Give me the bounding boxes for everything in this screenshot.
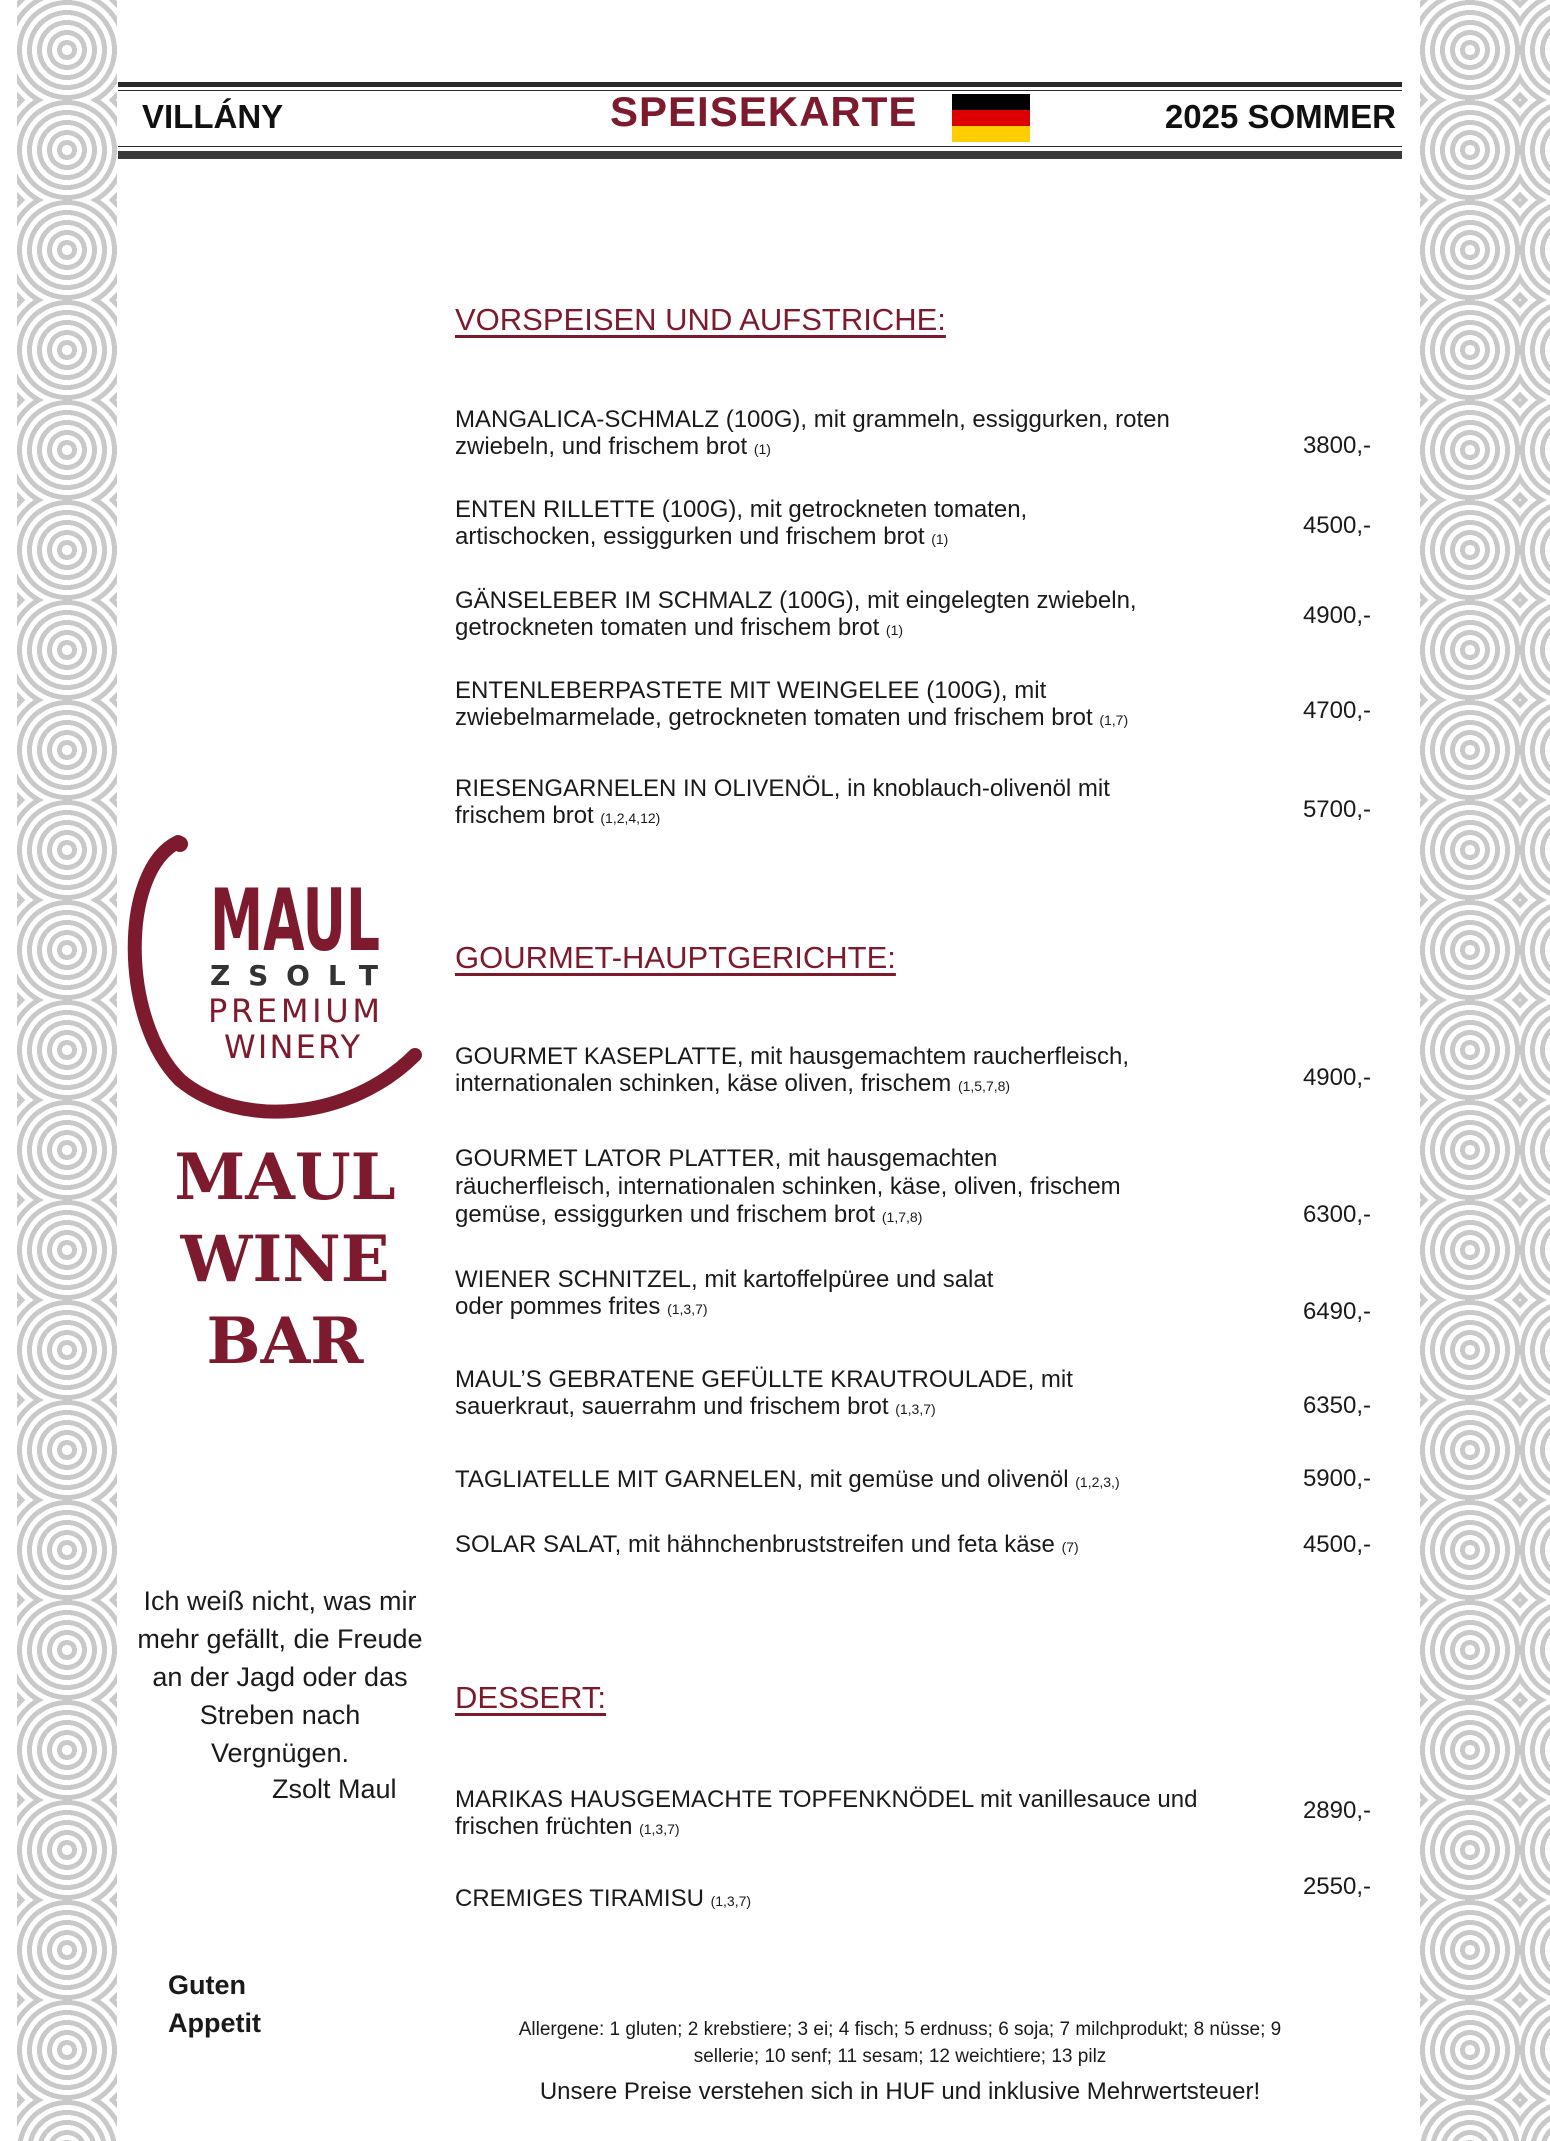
item-text: zwiebeln, und frischem brot: [455, 433, 748, 460]
section-title-dessert: DESSERT:: [455, 1680, 607, 1715]
item-text: SOLAR SALAT, mit hähnchenbruststreifen und feta käse: [455, 1531, 1055, 1558]
menu-item: [455, 1145, 1255, 1231]
item-text: frischem brot: [455, 802, 594, 829]
item-text: GOURMET LATOR PLATTER, mit hausgemachten: [455, 1145, 998, 1172]
item-price: 5700,-: [1302, 796, 1371, 823]
allergen-codes: (1,2,3,): [1075, 1474, 1120, 1490]
item-text: räucherfleisch, internationalen schinken, käse, oliven, frischem: [455, 1173, 1121, 1200]
flag-stripe-black: [952, 94, 1030, 110]
quote-line: mehr gefällt, die Freude: [137, 1624, 423, 1654]
allergen-codes: (7): [1061, 1539, 1079, 1555]
item-price: 4500,-: [1302, 512, 1371, 539]
item-text: MARIKAS HAUSGEMACHTE TOPFENKNÖDEL mit vanillesauce und: [455, 1786, 1198, 1813]
section-title-vorspeisen: VORSPEISEN UND AUFSTRICHE:: [455, 302, 946, 337]
item-text: GOURMET KASEPLATTE, mit hausgemachtem raucherfleisch,: [455, 1043, 1130, 1070]
quote-line: Ich weiß nicht, was mir: [143, 1586, 417, 1616]
flag-stripe-gold: [952, 126, 1030, 142]
allergen-codes: (1,2,4,12): [600, 810, 661, 826]
decorative-border-left: [17, 0, 117, 2141]
item-text: gemüse, essiggurken und frischem brot: [455, 1201, 876, 1228]
allergen-codes: (1,5,7,8): [957, 1078, 1011, 1094]
item-price: 2890,-: [1302, 1797, 1371, 1824]
bar-name-line: WINE: [180, 1222, 390, 1297]
item-price: 4700,-: [1302, 697, 1371, 724]
item-text: frischen früchten: [455, 1813, 633, 1840]
quote-line: an der Jagd oder das: [152, 1662, 408, 1692]
section-title-hauptgerichte: GOURMET-HAUPTGERICHTE:: [455, 940, 896, 975]
item-text: ENTENLEBERPASTETE MIT WEINGELEE (100G), mit: [455, 677, 1047, 704]
item-price: 4900,-: [1302, 1064, 1371, 1091]
allergen-codes: (1,7): [1099, 712, 1129, 728]
menu-item: [455, 677, 1255, 734]
item-text: MAUL’S GEBRATENE GEFÜLLTE KRAUTROULADE, mit: [455, 1366, 1073, 1393]
winery-logo: [120, 830, 430, 1130]
logo-winery-text: WINERY: [224, 1028, 360, 1066]
item-price: 6490,-: [1302, 1298, 1371, 1325]
allergen-codes: (1,7,8): [881, 1209, 923, 1225]
allergen-legend: [470, 2016, 1330, 2070]
item-text: CREMIGES TIRAMISU: [455, 1885, 704, 1912]
logo-premium-text: PREMIUM: [208, 992, 380, 1030]
allergen-codes: (1): [885, 622, 904, 638]
item-price: 5900,-: [1302, 1465, 1371, 1492]
header-rule: [118, 82, 1402, 87]
closing-greeting: [168, 1966, 261, 2042]
item-text: artischocken, essiggurken und frischem brot: [455, 523, 925, 550]
logo-maul-text: MAUL: [210, 871, 380, 971]
item-text: zwiebelmarmelade, getrockneten tomaten und frischem brot: [455, 704, 1093, 731]
menu-item: [455, 1043, 1255, 1100]
header-rule: [118, 151, 1402, 159]
season-label: 2025 SOMMER: [1164, 98, 1396, 135]
location-label: VILLÁNY: [142, 98, 284, 135]
item-text: TAGLIATELLE MIT GARNELEN, mit gemüse und olivenöl: [455, 1466, 1069, 1493]
menu-item: [455, 775, 1255, 832]
logo-swoosh-tip: [172, 836, 188, 852]
bar-name-line: MAUL: [174, 1140, 396, 1215]
decorative-border-right: [1420, 0, 1550, 2141]
allergen-codes: (1,3,7): [710, 1893, 752, 1909]
item-text: GÄNSELEBER IM SCHMALZ (100G), mit eingelegten zwiebeln,: [455, 587, 1137, 614]
menu-item: [455, 406, 1255, 463]
allergen-legend-line: Allergene: 1 gluten; 2 krebstiere; 3 ei; 4 fisch; 5 erdnuss; 6 soja; 7 milchprodukt; 8 nüsse; 9: [518, 2019, 1282, 2040]
header-rule: [118, 146, 1402, 147]
item-text: WIENER SCHNITZEL, mit kartoffelpüree und salat: [455, 1266, 994, 1293]
menu-item: [455, 1466, 1255, 1496]
prices-note: Unsere Preise verstehen sich in HUF und inklusive Mehrwertsteuer!: [539, 2078, 1261, 2105]
item-price: 6350,-: [1302, 1392, 1371, 1419]
item-price: 2550,-: [1302, 1873, 1371, 1900]
menu-item: [455, 1885, 1255, 1915]
item-text: ENTEN RILLETTE (100G), mit getrockneten tomaten,: [455, 496, 1028, 523]
item-text: sauerkraut, sauerrahm und frischem brot: [455, 1393, 889, 1420]
item-text: MANGALICA-SCHMALZ (100G), mit grammeln, essiggurken, roten: [455, 406, 1170, 433]
item-price: 3800,-: [1302, 432, 1371, 459]
allergen-codes: (1): [753, 441, 771, 457]
menu-title: SPEISEKARTE: [610, 88, 918, 135]
quote: [125, 1582, 435, 1772]
item-text: internationalen schinken, käse oliven, frischem: [455, 1070, 952, 1097]
menu-item: [455, 587, 1255, 644]
closing-line: Appetit: [168, 2008, 261, 2038]
allergen-codes: (1,3,7): [639, 1821, 680, 1837]
logo-zsolt-text: ZSOLT: [210, 959, 378, 992]
menu-item: [455, 1366, 1255, 1423]
item-price: 6300,-: [1302, 1201, 1371, 1228]
allergen-codes: (1,3,7): [895, 1401, 936, 1417]
allergen-codes: (1,3,7): [667, 1301, 708, 1317]
quote-author: Zsolt Maul: [272, 1774, 397, 1804]
menu-item: [455, 1266, 1255, 1323]
item-price: 4500,-: [1302, 1531, 1371, 1558]
item-text: getrockneten tomaten und frischem brot: [455, 614, 880, 641]
menu-item: [455, 1786, 1255, 1843]
bar-name-line: BAR: [206, 1304, 364, 1379]
quote-line: Streben nach: [199, 1700, 361, 1730]
closing-line: Guten: [168, 1970, 246, 2000]
item-text: oder pommes frites: [455, 1293, 661, 1320]
allergen-legend-line: sellerie; 10 senf; 11 sesam; 12 weichtiere; 13 pilz: [693, 2046, 1107, 2067]
item-price: 4900,-: [1302, 602, 1371, 629]
item-text: RIESENGARNELEN IN OLIVENÖL, in knoblauch-olivenöl mit: [455, 775, 1110, 802]
flag-stripe-red: [952, 110, 1030, 126]
quote-line: Vergnügen.: [210, 1738, 350, 1768]
german-flag-icon: [952, 94, 1030, 142]
menu-item: [455, 496, 1255, 553]
allergen-codes: (1): [931, 531, 949, 547]
menu-header: [118, 82, 1402, 160]
menu-item: [455, 1531, 1255, 1561]
